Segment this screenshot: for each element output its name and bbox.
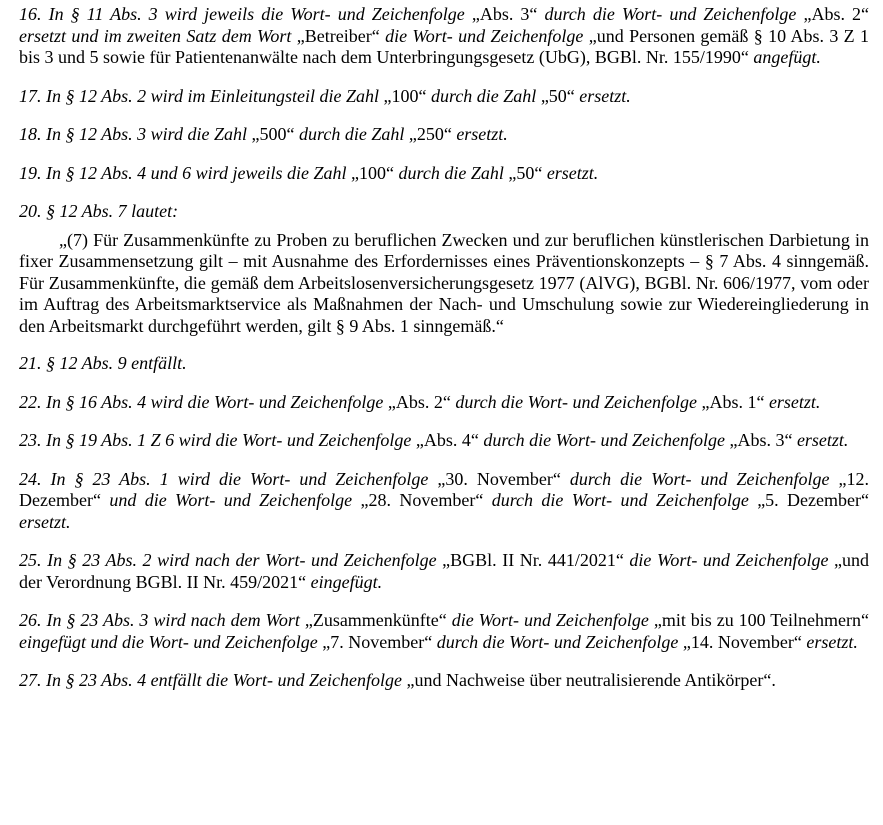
quoted-text: „BGBl. II Nr. 441/2021“ <box>442 550 624 570</box>
instruction-text: ersetzt und im zweiten Satz dem Wort <box>19 25 297 46</box>
instruction-text: ersetzt. <box>801 631 858 652</box>
amendment-20 <box>19 201 869 223</box>
instruction-text: durch die Wort- und Zeichenfolge <box>478 430 730 450</box>
instruction-text: durch die Zahl <box>294 124 409 144</box>
amendment-25 <box>19 550 869 593</box>
instruction-text: und die Wort- und Zeichenfolge <box>100 490 361 510</box>
instruction-text: eingefügt. <box>306 571 383 592</box>
quoted-text: „mit bis zu 100 Teilnehmern“ <box>653 610 869 630</box>
quoted-text: „Betreiber“ <box>296 25 380 46</box>
amendment-19 <box>19 163 869 185</box>
quoted-text: „5. Dezember“ <box>757 490 869 510</box>
quoted-text: „Abs. 1“ <box>701 391 765 412</box>
instruction-text: durch die Zahl <box>394 162 509 183</box>
quoted-text: . <box>771 670 776 690</box>
instruction-text: 24. In § 23 Abs. 1 wird die Wort- und Zeichenfolge <box>19 468 438 489</box>
instruction-text: 19. In § 12 Abs. 4 und 6 wird jeweils die Zahl <box>19 162 352 183</box>
instruction-text: ersetzt. <box>19 511 71 532</box>
quoted-text: „12. Dezember“ <box>19 468 869 510</box>
amendment-24 <box>19 469 869 534</box>
quoted-text: „100“ <box>383 85 427 106</box>
quoted-text: „250“ <box>408 124 452 144</box>
instruction-text: 22. In § 16 Abs. 4 wird die Wort- und Zeichenfolge <box>19 391 388 412</box>
amendment-21 <box>19 353 869 375</box>
quoted-text: „50“ <box>540 85 575 106</box>
quoted-text: „500“ <box>251 124 295 144</box>
instruction-text: eingefügt und die Wort- und Zeichenfolge <box>19 631 323 652</box>
amendment-23 <box>19 430 869 452</box>
quoted-text: „Abs. 2“ <box>387 391 451 412</box>
amendment-18 <box>19 124 869 146</box>
quoted-text: „Abs. 4“ <box>415 430 479 450</box>
quoted-paragraph-12-7 <box>19 230 869 338</box>
instruction-text: ersetzt. <box>451 124 508 144</box>
amendment-17 <box>19 86 869 108</box>
instruction-text: durch die Wort- und Zeichenfolge <box>537 4 804 24</box>
quoted-text: „Abs. 3“ <box>729 430 793 450</box>
quoted-text: „und Personen gemäß § 10 Abs. 3 Z 1 bis 3 und 5 sowie für Patientenanwälte nach dem Unterbringungsgesetz (UbG), BGBl. Nr. 155/1990“ <box>19 25 870 67</box>
instruction-text: 16. In § 11 Abs. 3 wird jeweils die Wort- und Zeichenfolge <box>19 4 472 24</box>
amendment-27 <box>19 670 869 692</box>
quoted-text: „100“ <box>351 162 394 183</box>
instruction-text: durch die Zahl <box>426 85 541 106</box>
quoted-text: „und Nachweise über neutralisierende Antikörper“ <box>406 670 772 690</box>
instruction-text: durch die Wort- und Zeichenfolge <box>432 631 683 652</box>
instruction-text: 18. In § 12 Abs. 3 wird die Zahl <box>19 124 252 144</box>
instruction-text: 21. § 12 Abs. 9 entfällt. <box>19 353 187 373</box>
quoted-text: „(7) Für Zusammenkünfte zu Proben zu beruflichen Zwecken und zur beruflichen künstlerischen Darbietung in fixer Zusammensetzung gilt – mit Ausnahme des Erfordernisses eines Präventionskonzepts – § 7 Abs. 4 sinngemäß. Für Zusammenkünfte, die gemäß dem Arbeitslosenversicherungsgesetz 1977 (AlVG), BGBl. Nr. 606/1977, vom oder im Auftrag des Arbeitsmarktservice als Maßnahmen der Nach- und Umschulung sowie zur Wiedereingliederung in den Arbeitsmarkt durchgeführt werden, gilt § 9 Abs. 1 sinngemäß.“ <box>19 229 869 336</box>
instruction-text: die Wort- und Zeichenfolge <box>623 550 835 570</box>
amendment-22 <box>19 392 869 414</box>
instruction-text: ersetzt. <box>792 430 849 450</box>
instruction-text: 17. In § 12 Abs. 2 wird im Einleitungsteil die Zahl <box>19 85 384 106</box>
instruction-text: angefügt. <box>748 47 821 67</box>
amendment-26 <box>19 610 869 653</box>
instruction-text: ersetzt. <box>574 85 631 106</box>
instruction-text: 27. In § 23 Abs. 4 entfällt die Wort- und Zeichenfolge <box>19 670 407 690</box>
quoted-text: „28. November“ <box>360 490 484 510</box>
amendment-16 <box>19 4 869 69</box>
quoted-text: „30. November“ <box>437 468 561 489</box>
instruction-text: die Wort- und Zeichenfolge <box>379 25 589 46</box>
instruction-text: die Wort- und Zeichenfolge <box>446 610 654 630</box>
quoted-text: „und der Verordnung BGBl. II Nr. 459/2021“ <box>19 550 870 592</box>
instruction-text: ersetzt. <box>542 162 599 183</box>
instruction-text: 23. In § 19 Abs. 1 Z 6 wird die Wort- und Zeichenfolge <box>19 430 416 450</box>
quoted-text: „Zusammenkünfte“ <box>304 610 447 630</box>
instruction-text: durch die Wort- und Zeichenfolge <box>483 490 758 510</box>
instruction-text: durch die Wort- und Zeichenfolge <box>560 468 839 489</box>
quoted-text: „Abs. 2“ <box>803 4 870 24</box>
instruction-text: ersetzt. <box>764 391 821 412</box>
quoted-text: „14. November“ <box>682 631 802 652</box>
instruction-text: durch die Wort- und Zeichenfolge <box>450 391 702 412</box>
instruction-text: 26. In § 23 Abs. 3 wird nach dem Wort <box>19 610 305 630</box>
quoted-text: „7. November“ <box>322 631 433 652</box>
instruction-text: 25. In § 23 Abs. 2 wird nach der Wort- und Zeichenfolge <box>19 550 443 570</box>
quoted-text: „50“ <box>508 162 543 183</box>
quoted-text: „Abs. 3“ <box>471 4 538 24</box>
instruction-text: 20. § 12 Abs. 7 lautet: <box>19 201 179 221</box>
